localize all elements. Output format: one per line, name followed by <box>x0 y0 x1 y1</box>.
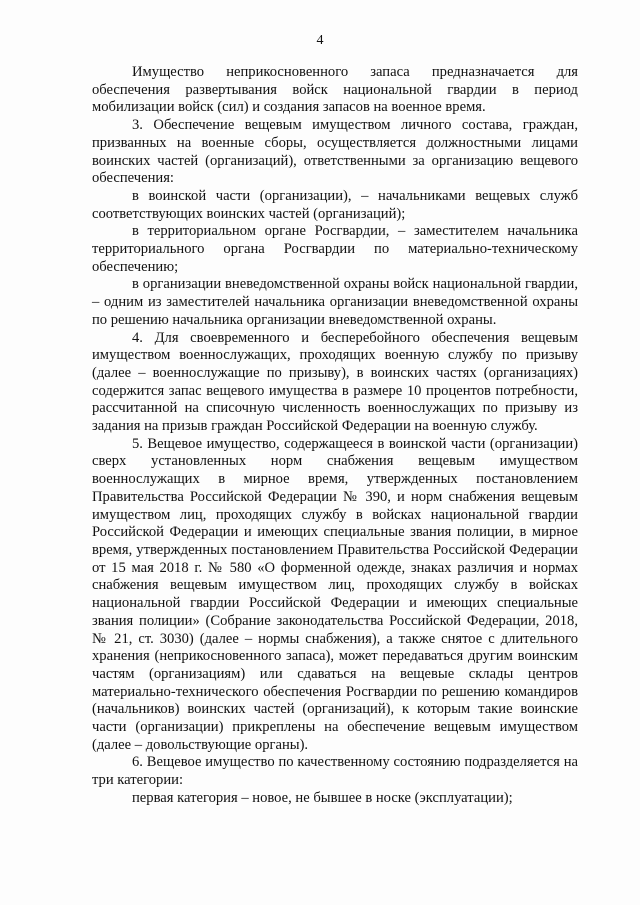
paragraph: в территориальном органе Росгвардии, – заместителем начальника территориального органа Росгвардии по материально-техническому обеспечению; <box>92 223 578 275</box>
paragraph: первая категория – новое, не бывшее в носке (эксплуатации); <box>132 789 513 806</box>
paragraph: 5. Вещевое имущество, содержащееся в воинской части (организации) сверх установленных норм снабжения вещевым имуществом военнослужащих в мирное время, утвержденных постановлением Правительства Российской Федерации № 390, и норм снабжения вещевым имуществом лиц, проходящих службу в войсках национальной гвардии Российской Федерации и имеющих специальные звания полиции, в мирное время, утвержденных постановлением Правительства Российской Федерации от 15 мая 2018 г. № 580 «О форменной одежде, знаках различия и нормах снабжения вещевым имуществом лиц, проходящих службу в войсках национальной гвардии Российской Федерации и имеющих специальные звания полиции» (Собрание законодательства Российской Федерации, 2018, № 21, ст. 3030) (далее – нормы снабжения), а также снятое с длительного хранения (неприкосновенного запаса), может передаваться другим воинским частям (организациям) или сдаваться на вещевые склады центров материально-технического обеспечения Росгвардии по решению командиров (начальников) воинских частей (организаций), к которым такие воинские части (организации) прикреплены на обеспечение вещевым имуществом (далее – довольствующие органы). <box>92 435 578 753</box>
paragraph: в воинской части (организации), – начальниками вещевых служб соответствующих воинских частей (организаций); <box>92 187 578 222</box>
paragraph: 3. Обеспечение вещевым имуществом личного состава, граждан, призванных на военные сборы, осуществляется должностными лицами воинских частей (организаций), ответственными за организацию вещевого обеспечения: <box>92 117 578 187</box>
page-number: 4 <box>316 33 324 48</box>
document-body <box>92 64 578 808</box>
paragraph: 4. Для своевременного и бесперебойного обеспечения вещевым имуществом военнослужащих, проходящих военную службу по призыву (далее – военнослужащие по призыву), в воинских частях (организациях) содержится запас вещевого имущества в размере 10 процентов потребности, рассчитанной на списочную численность военнослужащих по призыву из задания на призыв граждан Российской Федерации на военную службу. <box>92 329 578 435</box>
paragraph: 6. Вещевое имущество по качественному состоянию подразделяется на три категории: <box>92 754 578 789</box>
paragraph: Имущество неприкосновенного запаса предназначается для обеспечения развертывания войск национальной гвардии в период мобилизации войск (сил) и создания запасов на военное время. <box>92 64 578 116</box>
paragraph: в организации вневедомственной охраны войск национальной гвардии, – одним из заместителей начальника организации вневедомственной охраны по решению начальника организации вневедомственной охраны. <box>92 276 578 328</box>
